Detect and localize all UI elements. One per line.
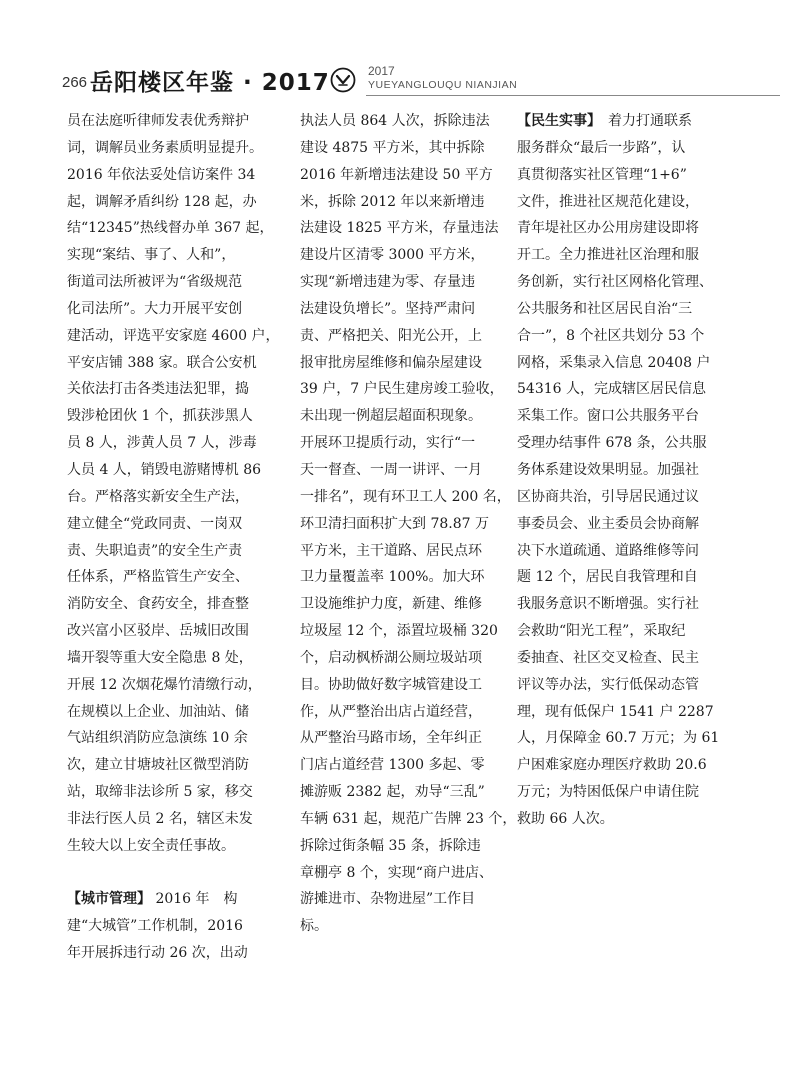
text-line <box>517 350 735 377</box>
text-line <box>517 645 735 672</box>
text-line <box>67 323 280 350</box>
text-line <box>300 725 508 752</box>
line-text: 台。严格落实新安全生产法， <box>67 488 249 505</box>
text-line <box>300 162 508 189</box>
text-line <box>300 860 508 887</box>
text-line <box>67 350 275 377</box>
text-line <box>67 913 275 940</box>
line-text: 理，现有低保户 1541 户 2287 <box>517 703 714 720</box>
line-text: 开展 12 次烟花爆竹清缴行动， <box>67 676 262 693</box>
text-line <box>300 430 508 457</box>
text-line <box>300 376 508 403</box>
text-line <box>517 538 735 565</box>
text-column-1 <box>67 108 280 967</box>
line-text: 2016 年依法妥处信访案件 34 <box>67 166 256 183</box>
line-text: 关依法打击各类违法犯罪，捣 <box>67 381 249 398</box>
text-line <box>517 618 735 645</box>
line-text: 开工。全力推进社区治理和服 <box>517 247 699 264</box>
text-line <box>517 725 735 752</box>
line-text: 从严整治马路市场，全年纠正 <box>300 730 482 747</box>
line-text: 执法人员 864 人次，拆除违法 <box>300 113 490 129</box>
line-text: 公共服务和社区居民自治“三 <box>517 300 693 317</box>
line-text: 个，启动枫桥湖公厕垃圾站项 <box>300 649 482 666</box>
text-line <box>67 403 275 430</box>
line-text: 法建设负增长”。坚持严肃问 <box>300 300 476 317</box>
text-line <box>517 189 735 216</box>
text-line <box>67 269 275 296</box>
text-line <box>300 618 508 645</box>
text-line <box>517 323 735 350</box>
line-text: 文件，推进社区规范化建设， <box>517 193 699 210</box>
line-text: 合一”，8 个社区共划分 53 个 <box>517 327 705 344</box>
line-text: 目。协助做好数字城管建设工 <box>300 676 482 693</box>
text-line <box>67 672 275 699</box>
line-text: 39 户，7 户民生建房竣工验收， <box>300 381 504 398</box>
line-text: 平方米，主干道路、居民点环 <box>300 542 482 559</box>
text-line <box>517 564 735 591</box>
line-text: 生较大以上安全责任事故。 <box>67 837 235 854</box>
page-number: 266 <box>62 74 88 91</box>
text-line <box>517 242 735 269</box>
text-line <box>517 752 735 779</box>
line-text: 街道司法所被评为“省级规范 <box>67 274 243 291</box>
line-text: 我服务意识不断增强。实行社 <box>517 596 699 613</box>
text-line <box>300 752 508 779</box>
line-text: 未出现一例超层超面积现象。 <box>300 408 482 425</box>
line-text: 委抽查、社区交叉检查、民主 <box>517 649 699 666</box>
text-line <box>300 296 508 323</box>
text-line <box>300 108 508 135</box>
line-text: 采集工作。窗口公共服务平台 <box>517 408 699 425</box>
line-text: 结“12345”热线督办单 367 起， <box>67 220 274 237</box>
line-text: 2016 年新增违法建设 50 平方 <box>300 166 493 183</box>
line-text: 真贯彻落实社区管理“1+6” <box>517 166 687 183</box>
book-title: 岳阳楼区年鉴 · 2017 <box>90 70 330 96</box>
line-text: 人，月保障金 60.7 万元；为 61 <box>517 730 720 747</box>
text-line <box>300 189 508 216</box>
text-line <box>517 511 735 538</box>
text-line <box>67 162 275 189</box>
line-text: 服务群众“最后一步路”，认 <box>517 139 686 156</box>
text-line <box>67 135 275 162</box>
text-line <box>67 511 275 538</box>
text-line <box>67 833 275 860</box>
line-text: 法建设 1825 平方米，存量违法 <box>300 220 499 237</box>
text-line <box>300 484 511 511</box>
text-line <box>67 376 275 403</box>
text-line <box>67 108 275 135</box>
line-text: 责、严格把关、阳光公开，上 <box>300 327 482 344</box>
line-text: 门店占道经营 1300 多起、零 <box>300 757 485 774</box>
text-line <box>67 457 275 484</box>
text-line <box>517 430 735 457</box>
text-line <box>67 886 275 913</box>
line-text: 消防安全、食药安全，排查整 <box>67 596 249 613</box>
line-text: 卫力量覆盖率 100%。加大环 <box>300 569 485 586</box>
paragraph-gap <box>67 860 275 887</box>
line-text: 建活动，评选平安家庭 4600 户， <box>67 327 280 344</box>
line-text: 摊游贩 2382 起，劝导“三乱” <box>300 784 485 801</box>
text-line <box>67 484 275 511</box>
text-line <box>300 269 508 296</box>
page-header <box>0 0 793 110</box>
text-line <box>517 403 735 430</box>
text-column-3 <box>517 108 735 833</box>
text-line <box>300 645 508 672</box>
text-line <box>67 564 275 591</box>
text-line <box>300 135 508 162</box>
text-line <box>67 940 275 967</box>
text-line <box>517 591 735 618</box>
text-line <box>517 672 735 699</box>
text-line <box>300 779 508 806</box>
section-heading: 【城市管理】 <box>67 891 151 908</box>
line-text: 建设片区清零 3000 平方米， <box>300 247 485 264</box>
header-year: 2017 <box>368 64 395 78</box>
text-line <box>67 806 275 833</box>
line-text: 作，从严整治出店占道经营， <box>300 703 482 720</box>
line-text: 评议等办法，实行低保动态管 <box>517 676 699 693</box>
line-text: 年开展拆违行动 26 次，出动 <box>67 945 248 962</box>
line-text: 实现“新增违建为零、存量违 <box>300 274 476 291</box>
text-line <box>67 430 275 457</box>
line-text: 题 12 个，居民自我管理和自 <box>517 569 698 586</box>
text-line <box>517 162 735 189</box>
line-text: 户困难家庭办理医疗救助 20.6 <box>517 757 707 774</box>
text-line <box>517 484 735 511</box>
line-text: 开展环卫提质行动，实行“一 <box>300 435 476 452</box>
text-line <box>300 913 508 940</box>
line-text: 词，调解员业务素质明显提升。 <box>67 139 263 156</box>
text-line <box>67 699 275 726</box>
text-line <box>300 403 508 430</box>
section-heading: 【民生实事】 <box>517 113 594 129</box>
text-line <box>517 699 735 726</box>
text-line <box>517 108 735 135</box>
line-text: 务体系建设效果明显。加强社 <box>517 461 699 478</box>
line-text: 平安店铺 388 家。联合公安机 <box>67 354 257 371</box>
header-pinyin: YUEYANGLOUQU NIANJIAN <box>368 79 518 91</box>
line-text: 人员 4 人，销毁电游赌博机 86 <box>67 461 262 478</box>
line-text: 万元；为特困低保户申请住院 <box>517 784 699 801</box>
line-text: 建“大城管”工作机制，2016 <box>67 918 243 935</box>
text-line <box>67 752 275 779</box>
line-text: 气站组织消防应急演练 10 余 <box>67 730 248 747</box>
text-line <box>517 215 735 242</box>
text-line <box>300 215 508 242</box>
text-line <box>300 457 508 484</box>
line-text: 救助 66 人次。 <box>517 810 614 827</box>
text-line <box>300 886 508 913</box>
text-line <box>517 269 735 296</box>
line-text: 站，取缔非法诊所 5 家，移交 <box>67 784 253 801</box>
line-text: 着力打通联系 <box>594 113 692 129</box>
line-text: 员 8 人，涉黄人员 7 人，涉毒 <box>67 435 257 452</box>
line-text: 建设 4875 平方米，其中拆除 <box>300 139 485 156</box>
text-line <box>300 699 508 726</box>
text-line <box>67 645 275 672</box>
line-text: 在规模以上企业、加油站、储 <box>67 703 249 720</box>
line-text: 垃圾屋 12 个，添置垃圾桶 320 <box>300 623 498 640</box>
text-line <box>300 806 517 833</box>
line-text: 54316 人，完成辖区居民信息 <box>517 381 706 398</box>
text-line <box>300 564 508 591</box>
line-text: 毁涉枪团伙 1 个，抓获涉黑人 <box>67 408 253 425</box>
line-text: 员在法庭听律师发表优秀辩护 <box>67 113 249 129</box>
yueyang-chevron-circle-logo-icon <box>330 67 356 93</box>
text-line <box>300 672 508 699</box>
line-text: 实现“案结、事了、人和”， <box>67 247 236 264</box>
text-line <box>300 242 508 269</box>
line-text: 报审批房屋维修和偏杂屋建设 <box>300 354 482 371</box>
text-line <box>300 833 508 860</box>
text-line <box>517 806 735 833</box>
line-text: 天一督查、一周一讲评、一月 <box>300 461 482 478</box>
text-line <box>300 538 508 565</box>
text-line <box>67 538 275 565</box>
text-line <box>67 591 275 618</box>
line-text: 一排名”，现有环卫工人 200 名， <box>300 488 511 505</box>
line-text: 网格，采集录入信息 20408 户 <box>517 354 711 371</box>
line-text: 米，拆除 2012 年以来新增违 <box>300 193 485 210</box>
line-text: 务创新，实行社区网格化管理、 <box>517 274 713 291</box>
line-text: 车辆 631 起，规范广告牌 23 个， <box>300 810 517 827</box>
line-text: 任体系，严格监管生产安全、 <box>67 569 249 586</box>
text-line <box>300 323 508 350</box>
text-line <box>67 242 275 269</box>
line-text: 责、失职追责”的安全生产责 <box>67 542 243 559</box>
line-text: 建立健全“党政同责、一岗双 <box>67 515 243 532</box>
text-line <box>67 189 275 216</box>
text-line <box>517 457 735 484</box>
text-line <box>517 779 735 806</box>
line-text: 化司法所”。大力开展平安创 <box>67 300 243 317</box>
line-text: 事委员会、业主委员会协商解 <box>517 515 699 532</box>
line-text: 卫设施维护力度，新建、维修 <box>300 596 482 613</box>
line-text: 章棚亭 8 个，实现“商户进店、 <box>300 864 493 881</box>
text-line <box>67 725 275 752</box>
line-text: 2016 年 构 <box>151 891 238 908</box>
line-text: 环卫清扫面积扩大到 78.87 万 <box>300 515 489 532</box>
text-line <box>67 215 275 242</box>
line-text: 拆除过街条幅 35 条，拆除违 <box>300 837 481 854</box>
line-text: 起，调解矛盾纠纷 128 起，办 <box>67 193 257 210</box>
line-text: 标。 <box>300 918 328 935</box>
line-text: 青年堤社区办公用房建设即将 <box>517 220 699 237</box>
text-line <box>300 350 508 377</box>
line-text: 决下水道疏通、道路维修等问 <box>517 542 699 559</box>
line-text: 会救助“阳光工程”，采取纪 <box>517 623 686 640</box>
text-line <box>67 296 275 323</box>
text-line <box>517 296 735 323</box>
text-line <box>300 591 508 618</box>
line-text: 游摊进市、杂物进屋”工作目 <box>300 891 476 908</box>
header-rule <box>366 95 780 96</box>
line-text: 次，建立甘塘坡社区微型消防 <box>67 757 249 774</box>
text-line <box>517 376 735 403</box>
text-line <box>67 779 275 806</box>
line-text: 墙开裂等重大安全隐患 8 处， <box>67 649 253 666</box>
line-text: 受理办结事件 678 条，公共服 <box>517 435 707 452</box>
text-column-2 <box>300 108 517 940</box>
line-text: 改兴富小区驳岸、岳城旧改围 <box>67 623 249 640</box>
text-line <box>517 135 735 162</box>
line-text: 非法行医人员 2 名，辖区未发 <box>67 810 253 827</box>
text-line <box>67 618 275 645</box>
line-text: 区协商共治，引导居民通过议 <box>517 488 699 505</box>
text-line <box>300 511 508 538</box>
